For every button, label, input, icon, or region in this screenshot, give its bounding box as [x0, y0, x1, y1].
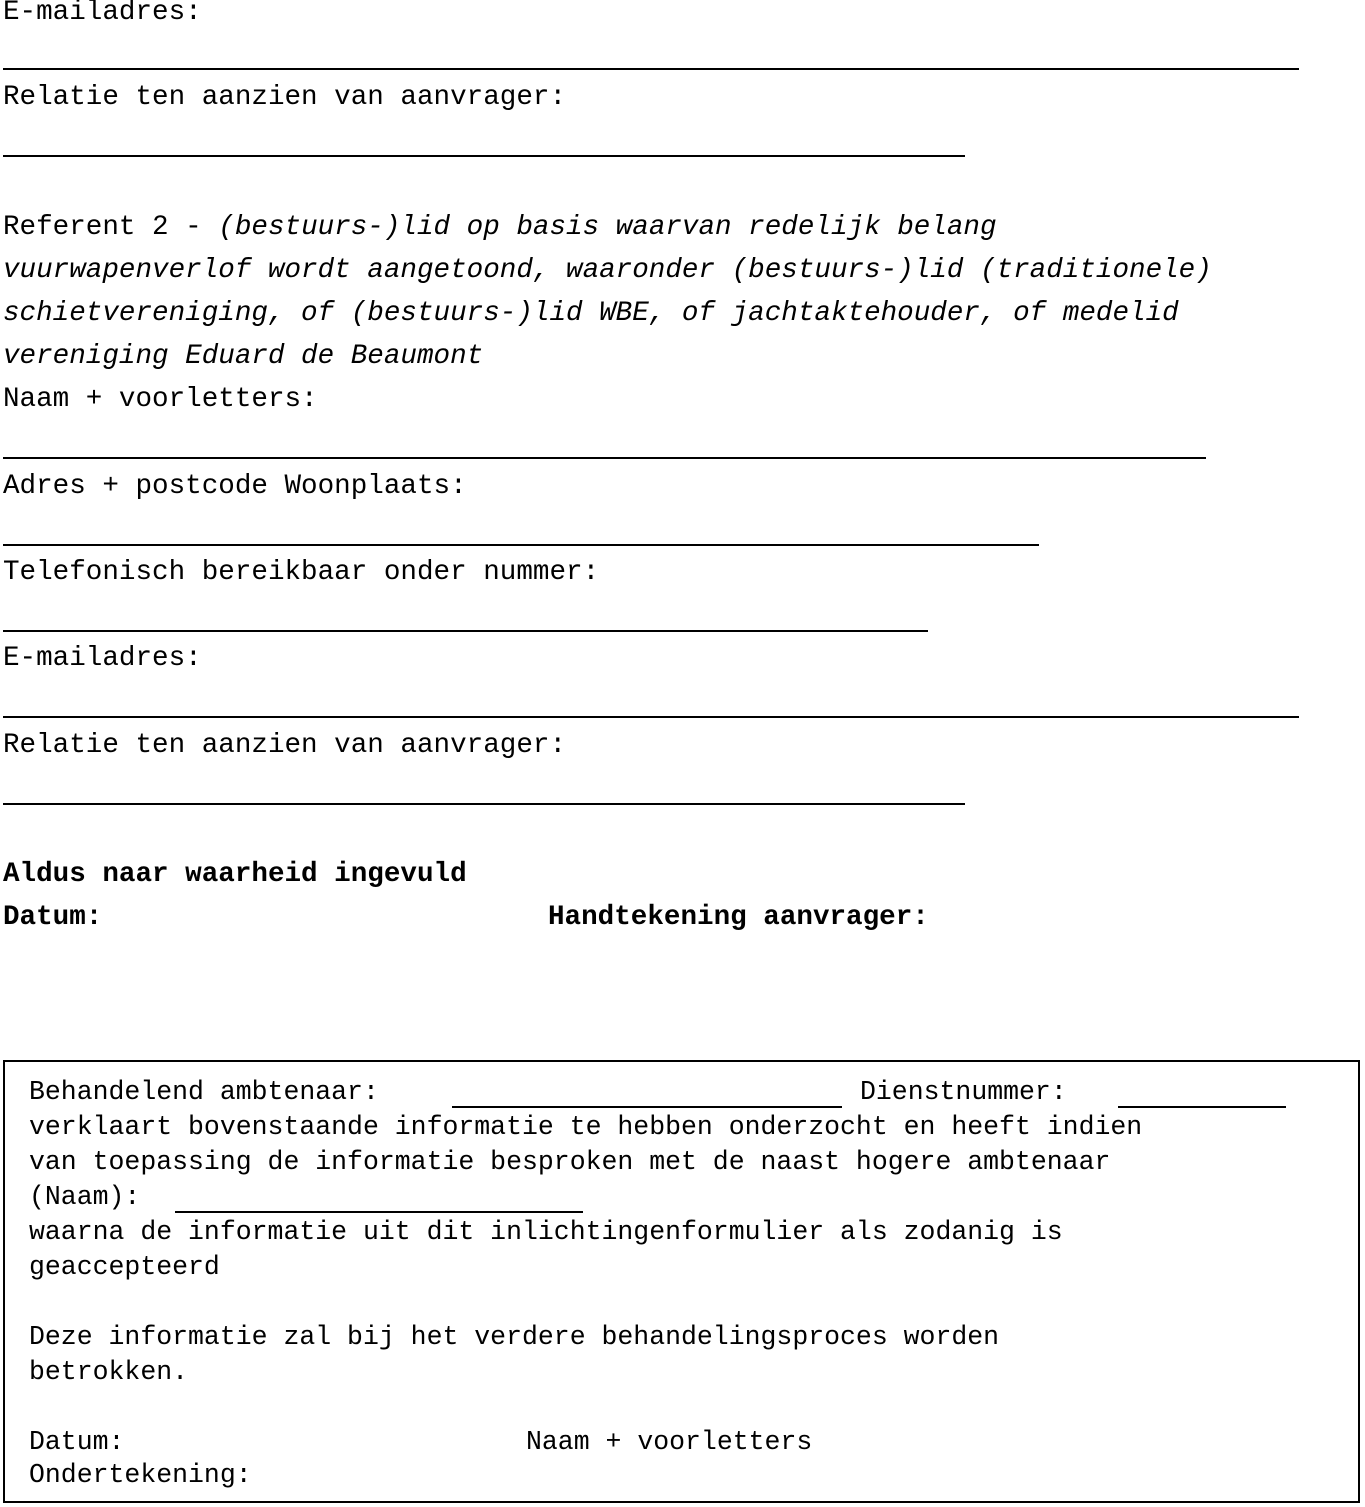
official-label: Behandelend ambtenaar: [29, 1077, 379, 1107]
relation-field-1[interactable] [3, 155, 965, 157]
official-text-line-3: van toepassing de informatie besproken met de naast hogere ambtenaar [29, 1147, 1111, 1177]
referent-2-heading-line-2: vuurwapenverlof wordt aangetoond, waaronder (bestuurs-)lid (traditionele) [3, 255, 1212, 286]
phone-label-2: Telefonisch bereikbaar onder nummer: [3, 557, 600, 588]
service-number-label: Dienstnummer: [860, 1077, 1067, 1107]
info-text-line-1: Deze informatie zal bij het verdere behandelingsproces worden [29, 1322, 1000, 1352]
official-name-field[interactable] [452, 1106, 842, 1108]
email-label-2: E-mailadres: [3, 643, 202, 674]
referent-2-heading-line-4: vereniging Eduard de Beaumont [3, 341, 484, 372]
official-text-line-6: geaccepteerd [29, 1252, 220, 1282]
declaration-date-label: Datum: [3, 902, 103, 933]
declaration-signature-label: Handtekening aanvrager: [548, 902, 929, 933]
relation-label-1: Relatie ten aanzien van aanvrager: [3, 82, 567, 113]
box-signing-label: Ondertekening: [29, 1460, 252, 1490]
referent-2-heading [3, 213, 997, 243]
address-label-2: Adres + postcode Woonplaats: [3, 471, 467, 502]
name-label-2: Naam + voorletters: [3, 384, 318, 415]
relation-field-2[interactable] [3, 803, 965, 805]
info-text-line-2: betrokken. [29, 1357, 189, 1387]
referent-2-heading-line-1: (bestuurs-)lid op basis waarvan redelijk belang [218, 212, 997, 243]
declaration-title: Aldus naar waarheid ingevuld [3, 859, 467, 890]
official-text-line-5: waarna de informatie uit dit inlichtingenformulier als zodanig is [29, 1217, 1063, 1247]
phone-field-2[interactable] [3, 630, 928, 632]
service-number-field[interactable] [1118, 1106, 1286, 1108]
official-text-line-2: verklaart bovenstaande informatie te hebben onderzocht en heeft indien [29, 1112, 1143, 1142]
supervisor-name-field[interactable] [175, 1211, 583, 1213]
email-field-1[interactable] [3, 68, 1299, 70]
box-name-initials-label: Naam + voorletters [526, 1427, 813, 1457]
referent-2-prefix: Referent 2 - [3, 212, 219, 243]
official-box [3, 1060, 1360, 1503]
email-label-1: E-mailadres: [3, 0, 202, 28]
name-field-2[interactable] [3, 457, 1206, 459]
supervisor-name-label: (Naam): [29, 1182, 141, 1212]
address-field-2[interactable] [3, 544, 1039, 546]
email-field-2[interactable] [3, 716, 1299, 718]
box-date-label: Datum: [29, 1427, 125, 1457]
relation-label-2: Relatie ten aanzien van aanvrager: [3, 730, 567, 761]
referent-2-heading-line-3: schietvereniging, of (bestuurs-)lid WBE, of jachtaktehouder, of medelid [3, 298, 1179, 329]
